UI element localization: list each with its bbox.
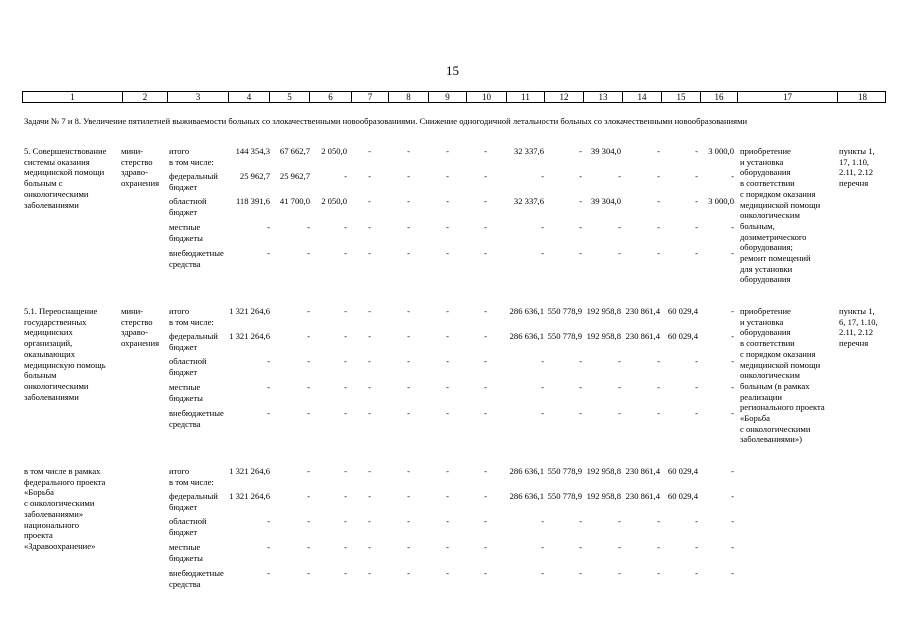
- table-cell: -: [267, 408, 270, 418]
- table-cell: -: [541, 382, 544, 392]
- section-name: 5.1. Переоснащение государственных медицинских организаций, оказывающих медицинскую помощь больным онкологическими заболеваниями: [24, 306, 106, 402]
- table-cell: -: [731, 382, 734, 392]
- table-cell: -: [618, 408, 621, 418]
- table-cell: -: [484, 222, 487, 232]
- table-cell: 192 958,8: [586, 491, 621, 501]
- header-col-5: 5: [270, 92, 310, 102]
- table-cell: -: [368, 248, 371, 258]
- header-col-15: 15: [662, 92, 701, 102]
- table-cell: -: [541, 568, 544, 578]
- funding-source-label: местные бюджеты: [169, 222, 203, 243]
- header-col-10: 10: [467, 92, 507, 102]
- table-cell: 32 337,6: [513, 146, 544, 156]
- table-cell: -: [307, 516, 310, 526]
- table-cell: -: [368, 146, 371, 156]
- table-cell: 286 636,1: [509, 466, 544, 476]
- table-cell: -: [484, 568, 487, 578]
- table-cell: 550 778,9: [547, 331, 582, 341]
- table-cell: -: [541, 171, 544, 181]
- table-cell: -: [267, 516, 270, 526]
- table-cell: -: [731, 408, 734, 418]
- table-cell: -: [579, 408, 582, 418]
- table-cell: -: [579, 248, 582, 258]
- funding-source-label: областной бюджет: [169, 356, 207, 377]
- table-cell: -: [407, 382, 410, 392]
- header-col-11: 11: [507, 92, 545, 102]
- table-cell: -: [307, 356, 310, 366]
- table-cell: -: [579, 222, 582, 232]
- table-cell: -: [344, 516, 347, 526]
- table-cell: -: [267, 568, 270, 578]
- funding-source-label: местные бюджеты: [169, 542, 203, 563]
- table-cell: -: [484, 542, 487, 552]
- table-cell: -: [446, 516, 449, 526]
- table-cell: -: [446, 196, 449, 206]
- table-cell: -: [267, 248, 270, 258]
- header-col-18: 18: [858, 92, 867, 102]
- table-cell: -: [307, 408, 310, 418]
- table-cell: -: [407, 222, 410, 232]
- table-cell: -: [541, 356, 544, 366]
- header-col-8: 8: [389, 92, 429, 102]
- table-cell: -: [695, 542, 698, 552]
- table-cell: 1 321 264,6: [229, 491, 270, 501]
- table-cell: -: [407, 356, 410, 366]
- header-col-17: 17: [738, 92, 838, 102]
- table-cell: -: [344, 542, 347, 552]
- table-cell: -: [657, 222, 660, 232]
- table-cell: -: [407, 542, 410, 552]
- table-cell: -: [484, 196, 487, 206]
- table-cell: -: [618, 382, 621, 392]
- table-cell: -: [541, 408, 544, 418]
- list-references: пункты 1, 17, 1.10, 2.11, 2.12 перечня: [839, 146, 875, 189]
- table-cell: 60 029,4: [667, 306, 698, 316]
- table-cell: -: [344, 248, 347, 258]
- table-cell: 60 029,4: [667, 331, 698, 341]
- table-cell: -: [731, 222, 734, 232]
- table-cell: 192 958,8: [586, 466, 621, 476]
- table-cell: -: [446, 491, 449, 501]
- table-cell: -: [344, 356, 347, 366]
- table-cell: -: [618, 171, 621, 181]
- funding-source-label: итого в том числе:: [169, 306, 214, 327]
- expected-result: приобретение и установка оборудования в соответствии с порядком оказания медицинской помощи онкологическим больным, дозиметрического оборудования; ремонт помещений для установки оборудования: [740, 146, 821, 285]
- table-cell: -: [407, 516, 410, 526]
- table-cell: -: [368, 466, 371, 476]
- table-cell: 25 962,7: [239, 171, 270, 181]
- table-cell: 286 636,1: [509, 306, 544, 316]
- table-cell: 230 861,4: [625, 331, 660, 341]
- table-cell: -: [484, 306, 487, 316]
- table-cell: -: [618, 248, 621, 258]
- table-cell: -: [344, 306, 347, 316]
- table-cell: 550 778,9: [547, 491, 582, 501]
- table-cell: -: [368, 516, 371, 526]
- table-cell: -: [446, 408, 449, 418]
- table-cell: -: [579, 382, 582, 392]
- table-cell: -: [695, 196, 698, 206]
- table-cell: 144 354,3: [235, 146, 270, 156]
- table-cell: -: [579, 196, 582, 206]
- table-cell: 1 321 264,6: [229, 331, 270, 341]
- table-cell: -: [618, 568, 621, 578]
- table-cell: -: [484, 516, 487, 526]
- table-cell: 118 391,6: [235, 196, 270, 206]
- table-cell: -: [267, 542, 270, 552]
- funding-source-label: местные бюджеты: [169, 382, 203, 403]
- table-cell: -: [695, 408, 698, 418]
- table-cell: -: [618, 356, 621, 366]
- table-cell: 550 778,9: [547, 466, 582, 476]
- page-number: 15: [446, 63, 459, 78]
- table-cell: -: [344, 568, 347, 578]
- table-cell: -: [657, 196, 660, 206]
- table-cell: -: [368, 408, 371, 418]
- table-cell: -: [446, 356, 449, 366]
- table-cell: -: [579, 568, 582, 578]
- table-cell: -: [695, 222, 698, 232]
- table-cell: -: [731, 331, 734, 341]
- table-cell: -: [307, 382, 310, 392]
- table-cell: -: [579, 356, 582, 366]
- table-cell: -: [657, 248, 660, 258]
- funding-source-label: внебюджетные средства: [169, 248, 224, 269]
- header-col-4: 4: [229, 92, 270, 102]
- header-col-16: 16: [701, 92, 738, 102]
- table-cell: -: [484, 356, 487, 366]
- table-cell: -: [446, 382, 449, 392]
- table-cell: -: [484, 382, 487, 392]
- table-cell: -: [307, 248, 310, 258]
- table-cell: -: [731, 171, 734, 181]
- expected-result: приобретение и установка оборудования в соответствии с порядком оказания медицинской помощи онкологическим больным (в рамках реализации регионального проекта «Борьба с онкологическими заболеваниями»): [740, 306, 825, 445]
- table-cell: -: [368, 542, 371, 552]
- table-cell: -: [368, 331, 371, 341]
- table-cell: 286 636,1: [509, 491, 544, 501]
- table-cell: -: [731, 466, 734, 476]
- table-cell: -: [267, 222, 270, 232]
- table-cell: -: [657, 568, 660, 578]
- table-cell: -: [484, 248, 487, 258]
- table-cell: -: [657, 356, 660, 366]
- table-cell: 3 000,0: [708, 196, 734, 206]
- table-cell: -: [407, 146, 410, 156]
- table-cell: 25 962,7: [279, 171, 310, 181]
- table-cell: -: [368, 222, 371, 232]
- table-cell: -: [446, 171, 449, 181]
- table-cell: -: [579, 516, 582, 526]
- table-cell: -: [541, 222, 544, 232]
- table-cell: 1 321 264,6: [229, 466, 270, 476]
- header-col-12: 12: [545, 92, 584, 102]
- table-cell: -: [344, 382, 347, 392]
- table-cell: -: [484, 491, 487, 501]
- table-cell: -: [484, 331, 487, 341]
- table-cell: -: [484, 466, 487, 476]
- funding-source-label: федеральный бюджет: [169, 171, 218, 192]
- table-cell: -: [446, 222, 449, 232]
- table-cell: -: [344, 466, 347, 476]
- table-cell: -: [368, 568, 371, 578]
- table-cell: -: [618, 516, 621, 526]
- table-cell: -: [407, 171, 410, 181]
- table-cell: 2 050,0: [321, 146, 347, 156]
- funding-source-label: итого в том числе:: [169, 146, 214, 167]
- section-name: 5. Совершенствование системы оказания медицинской помощи больным с онкологическими заболеваниями: [24, 146, 107, 210]
- header-col-9: 9: [429, 92, 467, 102]
- table-cell: -: [407, 196, 410, 206]
- table-cell: -: [368, 382, 371, 392]
- list-references: пункты 1, 6, 17, 1.10, 2.11, 2.12 перечня: [839, 306, 878, 349]
- table-cell: -: [446, 306, 449, 316]
- funding-source-label: итого в том числе:: [169, 466, 214, 487]
- table-cell: 550 778,9: [547, 306, 582, 316]
- table-cell: -: [307, 331, 310, 341]
- table-cell: 60 029,4: [667, 466, 698, 476]
- table-cell: -: [267, 356, 270, 366]
- table-cell: -: [267, 382, 270, 392]
- table-cell: -: [407, 306, 410, 316]
- table-cell: -: [484, 171, 487, 181]
- table-cell: -: [446, 568, 449, 578]
- table-cell: -: [657, 171, 660, 181]
- header-col-13: 13: [584, 92, 623, 102]
- table-cell: -: [731, 568, 734, 578]
- table-cell: 192 958,8: [586, 306, 621, 316]
- table-cell: -: [344, 331, 347, 341]
- header-col-14: 14: [623, 92, 662, 102]
- table-cell: -: [407, 568, 410, 578]
- table-cell: -: [657, 516, 660, 526]
- table-cell: -: [407, 491, 410, 501]
- table-cell: -: [344, 171, 347, 181]
- table-cell: 3 000,0: [708, 146, 734, 156]
- table-cell: -: [657, 408, 660, 418]
- table-cell: 60 029,4: [667, 491, 698, 501]
- funding-source-label: федеральный бюджет: [169, 491, 218, 512]
- header-col-3: 3: [168, 92, 229, 102]
- table-cell: -: [344, 491, 347, 501]
- table-cell: 1 321 264,6: [229, 306, 270, 316]
- table-cell: -: [579, 146, 582, 156]
- table-cell: -: [731, 248, 734, 258]
- table-cell: -: [446, 542, 449, 552]
- table-cell: -: [618, 222, 621, 232]
- table-cell: -: [307, 306, 310, 316]
- table-cell: -: [368, 356, 371, 366]
- table-cell: 39 304,0: [590, 146, 621, 156]
- funding-source-label: областной бюджет: [169, 196, 207, 217]
- table-cell: -: [657, 542, 660, 552]
- header-col-1: 1: [23, 92, 123, 102]
- table-cell: -: [446, 466, 449, 476]
- table-cell: 230 861,4: [625, 306, 660, 316]
- table-cell: -: [695, 248, 698, 258]
- table-cell: -: [368, 306, 371, 316]
- funding-source-label: областной бюджет: [169, 516, 207, 537]
- table-cell: 286 636,1: [509, 331, 544, 341]
- header-col-7: 7: [352, 92, 389, 102]
- table-cell: 2 050,0: [321, 196, 347, 206]
- table-cell: -: [446, 248, 449, 258]
- table-cell: -: [368, 171, 371, 181]
- table-cell: -: [307, 491, 310, 501]
- table-cell: -: [579, 171, 582, 181]
- table-cell: -: [344, 222, 347, 232]
- table-cell: 41 700,0: [279, 196, 310, 206]
- table-cell: 192 958,8: [586, 331, 621, 341]
- table-cell: -: [307, 466, 310, 476]
- table-cell: -: [695, 516, 698, 526]
- table-cell: -: [731, 516, 734, 526]
- column-number-header: [22, 91, 886, 103]
- table-cell: -: [695, 171, 698, 181]
- table-cell: -: [541, 542, 544, 552]
- table-cell: -: [695, 356, 698, 366]
- table-cell: -: [407, 331, 410, 341]
- table-cell: -: [446, 146, 449, 156]
- funding-source-label: внебюджетные средства: [169, 568, 224, 589]
- header-col-2: 2: [123, 92, 168, 102]
- table-cell: -: [344, 408, 347, 418]
- header-col-6: 6: [310, 92, 352, 102]
- table-cell: -: [731, 542, 734, 552]
- table-cell: 39 304,0: [590, 196, 621, 206]
- table-cell: -: [484, 408, 487, 418]
- table-cell: -: [618, 542, 621, 552]
- section-executor: мини- стерство здраво- охранения: [121, 306, 160, 349]
- table-cell: -: [368, 491, 371, 501]
- table-cell: -: [407, 408, 410, 418]
- table-cell: -: [731, 356, 734, 366]
- table-cell: -: [657, 382, 660, 392]
- section-name: в том числе в рамках федерального проекта «Борьба с онкологическими заболеваниями» национального проекта «Здравоохранение»: [24, 466, 106, 551]
- funding-source-label: федеральный бюджет: [169, 331, 218, 352]
- table-cell: -: [307, 222, 310, 232]
- table-cell: -: [579, 542, 582, 552]
- table-cell: -: [407, 248, 410, 258]
- table-cell: -: [541, 248, 544, 258]
- funding-source-label: внебюджетные средства: [169, 408, 224, 429]
- table-cell: -: [695, 568, 698, 578]
- table-cell: -: [731, 491, 734, 501]
- task-heading: Задачи № 7 и 8. Увеличение пятилетней выживаемости больных со злокачественными новообразованиями. Снижение одногодичной летальности больных со злокачественными новообразованиями: [24, 116, 748, 126]
- table-cell: -: [541, 516, 544, 526]
- table-cell: -: [657, 146, 660, 156]
- table-cell: 230 861,4: [625, 491, 660, 501]
- table-cell: -: [731, 306, 734, 316]
- table-cell: -: [368, 196, 371, 206]
- table-cell: 67 662,7: [279, 146, 310, 156]
- section-executor: мини- стерство здраво- охранения: [121, 146, 160, 189]
- table-cell: 230 861,4: [625, 466, 660, 476]
- table-cell: -: [446, 331, 449, 341]
- table-cell: -: [695, 146, 698, 156]
- table-cell: -: [695, 382, 698, 392]
- table-cell: -: [484, 146, 487, 156]
- table-cell: 32 337,6: [513, 196, 544, 206]
- table-cell: -: [307, 542, 310, 552]
- table-cell: -: [307, 568, 310, 578]
- table-cell: -: [407, 466, 410, 476]
